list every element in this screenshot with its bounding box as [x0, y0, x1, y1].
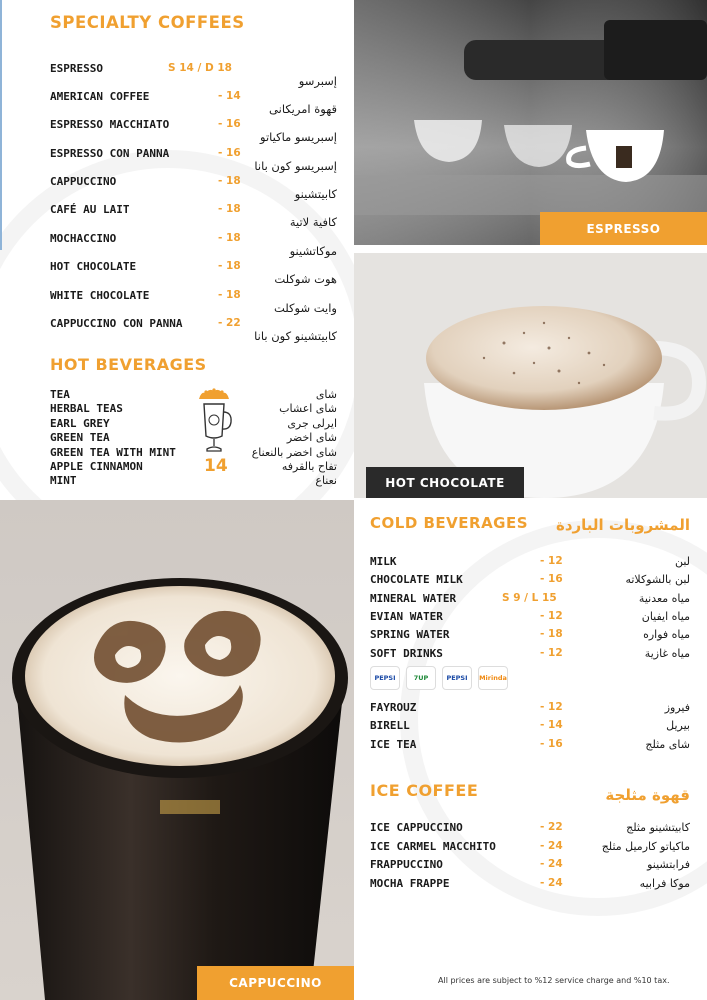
cappuccino-photo: [0, 500, 354, 1000]
footer-note: All prices are subject to %12 service charge and %10 tax.: [438, 976, 670, 985]
item-name: ESPRESSO MACCHIATO: [50, 118, 170, 131]
hot-item-name-arabic: ايرلى جرى: [287, 416, 337, 430]
hot-item-name: TEA: [50, 388, 70, 401]
ice-coffee-title-arabic: قهوة مثلجة: [605, 786, 690, 804]
item-price: - 24: [540, 858, 563, 870]
hot-item-name-arabic: شاى اخضر بالنعناع: [251, 445, 337, 459]
item-name: EVIAN WATER: [370, 609, 443, 623]
item-name: MILK: [370, 555, 397, 568]
item-name-arabic: بيريل: [666, 719, 690, 733]
item-price: S 9 / L 15: [502, 591, 557, 604]
item-name: MINERAL WATER: [370, 591, 457, 605]
soft-drinks-logos: [370, 666, 510, 690]
item-name-arabic: إسبرسو: [298, 74, 337, 88]
item-name: ESPRESSO CON PANNA: [50, 147, 170, 160]
hot-item-name: HERBAL TEAS: [50, 402, 123, 416]
hot-item-name: GREEN TEA WITH MINT: [50, 445, 176, 459]
item-price: - 16: [218, 147, 241, 159]
item-name: ICE CAPPUCCINO: [370, 821, 463, 834]
item-price: - 24: [540, 876, 563, 889]
pepsi-logo-icon: PEPSI: [370, 666, 400, 690]
item-name: ICE CARMEL MACCHITO: [370, 839, 496, 853]
item-name: WHITE CHOCOLATE: [50, 289, 150, 302]
item-name-arabic: وايت شوكلت: [273, 301, 337, 315]
item-price: - 12: [540, 646, 563, 659]
item-price: - 18: [540, 628, 563, 641]
item-price: - 18: [218, 260, 241, 272]
item-name-arabic: موكا فرابيه: [639, 876, 690, 890]
item-price: - 22: [540, 821, 563, 833]
item-name-arabic: لبن بالشوكلاته: [625, 573, 690, 587]
item-name-arabic: إسبريسو كون بانا: [254, 159, 337, 173]
espresso-label: ESPRESSO: [540, 212, 707, 245]
item-name-arabic: شاى مثلج: [645, 737, 690, 751]
item-price: - 16: [540, 573, 563, 586]
item-price: - 12: [540, 609, 563, 622]
7up-logo-icon: 7UP: [406, 666, 436, 690]
item-name-arabic: مياه معدنية: [638, 591, 690, 605]
item-name-arabic: إسبريسو ماكياتو: [260, 130, 337, 144]
item-name-arabic: فرابتشينو: [647, 858, 690, 871]
item-name: CAFÉ AU LAIT: [50, 203, 130, 216]
item-name: ESPRESSO: [50, 62, 103, 75]
item-name-arabic: مياه غازية: [644, 646, 690, 660]
item-name-arabic: كابيتشينو كون بانا: [254, 329, 337, 343]
item-name-arabic: كابيتشينو مثلج: [626, 821, 690, 834]
item-price: - 18: [218, 232, 241, 244]
item-name: FAYROUZ: [370, 701, 417, 714]
cold-beverages-title: COLD BEVERAGES: [370, 514, 529, 532]
item-price: - 12: [540, 701, 563, 713]
espresso-photo: [354, 0, 707, 245]
cappuccino-label: CAPPUCCINO: [197, 966, 354, 1000]
item-name-arabic: فيروز: [664, 701, 690, 714]
item-name: MOCHACCINO: [50, 232, 117, 245]
item-name-arabic: مياه فواره: [643, 628, 690, 642]
item-name: CHOCOLATE MILK: [370, 573, 463, 587]
specialty-coffees-title: SPECIALTY COFFEES: [50, 13, 245, 32]
hot-item-name-arabic: شاى اعشاب: [279, 402, 337, 416]
cold-beverages-title-arabic: المشروبات الباردة: [555, 516, 690, 534]
item-name-arabic: ماكياتو كارميل مثلج: [601, 839, 690, 853]
item-name: BIRELL: [370, 719, 410, 733]
ice-coffee-title: ICE COFFEE: [370, 781, 479, 800]
item-name: AMERICAN COFFEE: [50, 90, 150, 103]
mirinda-logo-icon: Mirinda: [478, 666, 508, 690]
item-name-arabic: كافية لاتية: [289, 215, 337, 229]
item-price: - 14: [218, 90, 241, 102]
item-price: - 16: [540, 737, 563, 750]
hot-item-name-arabic: شاى اخضر: [286, 431, 337, 445]
item-price: - 12: [540, 555, 563, 567]
item-price: - 18: [218, 289, 241, 301]
item-price: - 18: [218, 175, 241, 187]
item-name-arabic: مياه ايفيان: [641, 609, 690, 623]
item-name-arabic: موكاتشينو: [289, 244, 337, 258]
hot-beverages-title: HOT BEVERAGES: [50, 355, 207, 374]
item-name: CAPPUCCINO CON PANNA: [50, 317, 183, 330]
hot-item-name: APPLE CINNAMON: [50, 460, 143, 473]
crown-icon: [197, 386, 231, 400]
hot-item-name: MINT: [50, 474, 77, 488]
item-name: ICE TEA: [370, 737, 417, 751]
hot-chocolate-photo: [354, 253, 707, 498]
item-name-arabic: هوت شوكلت: [274, 272, 337, 286]
hot-item-name: EARL GREY: [50, 416, 110, 430]
hot-item-name-arabic: نعناع: [315, 474, 337, 488]
tea-glass-icon: [200, 402, 234, 454]
hot-item-name: GREEN TEA: [50, 431, 110, 445]
item-name: CAPPUCCINO: [50, 175, 117, 188]
item-price: - 14: [540, 719, 563, 732]
hot-item-name-arabic: شاى: [315, 388, 337, 401]
item-name: HOT CHOCOLATE: [50, 260, 137, 273]
item-price: - 16: [218, 118, 241, 130]
hot-item-name-arabic: تفاح بالقرفه: [281, 460, 337, 473]
item-name: FRAPPUCCINO: [370, 858, 443, 871]
item-name-arabic: لبن: [674, 555, 690, 568]
item-price: - 22: [218, 317, 241, 329]
item-price: S 14 / D 18: [168, 62, 232, 74]
hot-chocolate-label: HOT CHOCOLATE: [366, 467, 524, 498]
item-name-arabic: قهوة امريكانى: [269, 102, 337, 116]
left-edge-strip: [0, 0, 2, 250]
diet-pepsi-logo-icon: PEPSI: [442, 666, 472, 690]
item-price: - 18: [218, 203, 241, 215]
item-name-arabic: كابيتشينو: [294, 187, 337, 201]
item-name: SPRING WATER: [370, 628, 450, 642]
item-name: SOFT DRINKS: [370, 646, 443, 660]
hot-beverages-price: 14: [204, 456, 228, 476]
item-name: MOCHA FRAPPE: [370, 876, 450, 890]
item-price: - 24: [540, 839, 563, 852]
